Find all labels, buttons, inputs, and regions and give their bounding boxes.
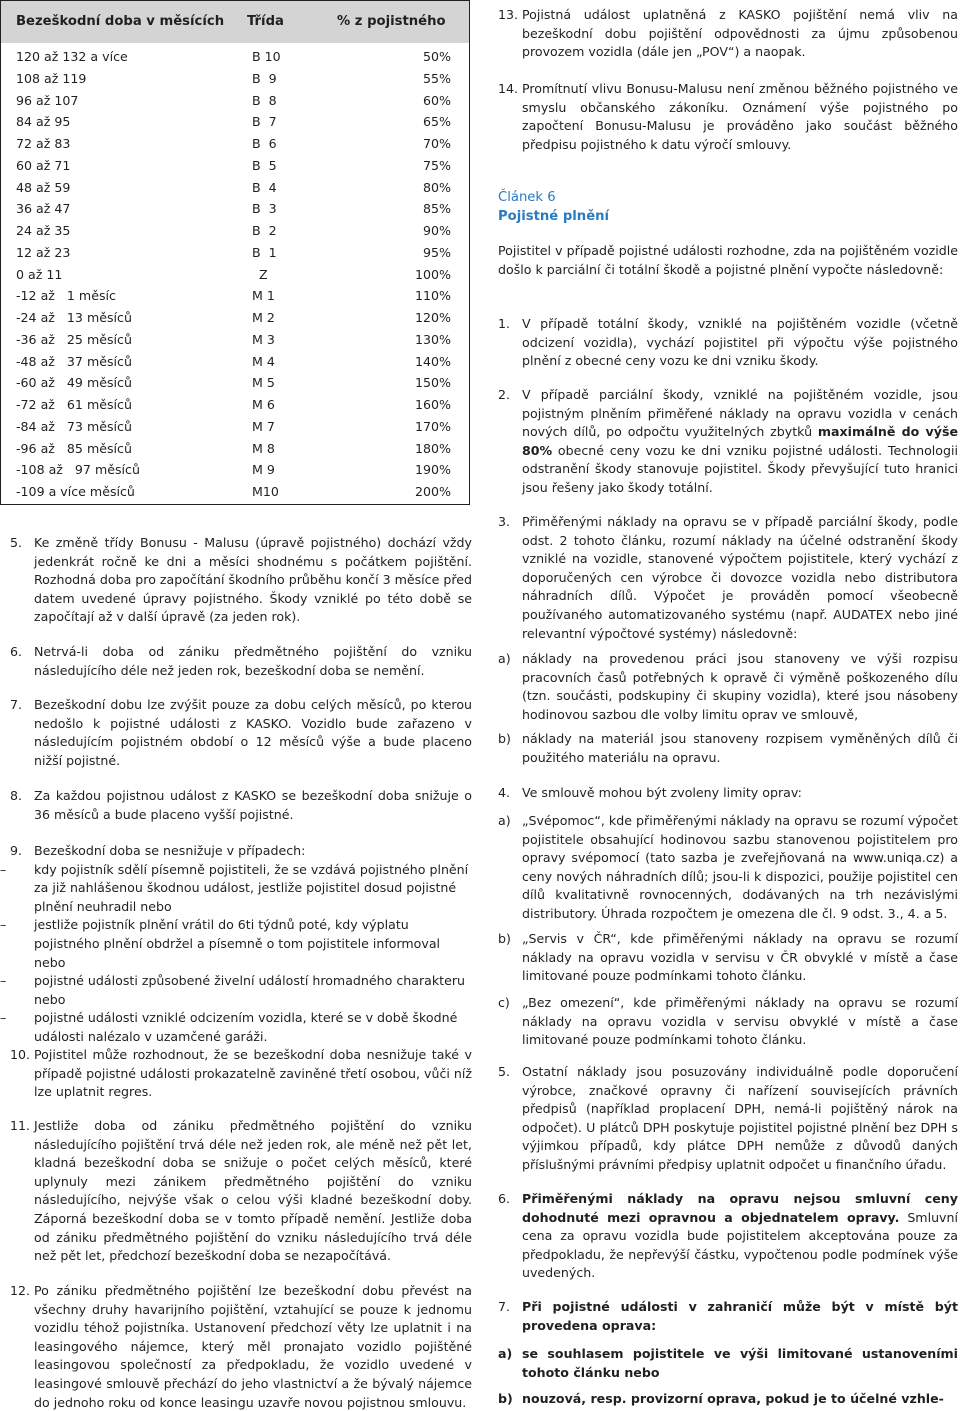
table-row	[1, 133, 469, 155]
paragraph-number: 8.	[10, 788, 23, 803]
cell-class: B 5	[252, 157, 277, 173]
dash-bullet: –	[0, 973, 7, 989]
cell-class: B 1	[252, 244, 277, 260]
paragraph-number: 6.	[10, 644, 23, 659]
paragraph-11	[10, 1117, 472, 1266]
cell-period: -84 až 73 měsíců	[16, 418, 132, 434]
cell-period: -96 až 85 měsíců	[16, 440, 132, 456]
item-label: b)	[498, 731, 511, 746]
table-row	[1, 198, 469, 220]
paragraph-number: 14.	[498, 81, 519, 96]
paragraph-text: Přiměřenými náklady na opravu se v případě parciální škody, podle odst. 2 tohoto článku, rozumí náklady na účelné odstranění škody vzniklé na vozidle, stanovené výpočtem pojistitele, který vychází z doporučených cen výrobce či dovozce vozidla nebo distributora náhradních dílů. Výpočet je prováděn pomocí všeobecně používaného automatizovaného systému (např. AUDATEX nebo jiné relevantní výpočtové systémy) následovně:	[522, 514, 958, 641]
cell-percent: 70%	[423, 136, 451, 151]
cell-period: -109 a více měsíců	[16, 484, 135, 499]
item-text: náklady na provedenou práci jsou stanoveny ve výši rozpisu pracovních časů potřebných k opravě či výměně poškozeného dílu (tzn. součásti, podskupiny či skupiny vozidla), které jsou násobeny hodinovou sazbou dle volby limitu oprav ve smlouvě,	[522, 651, 958, 722]
table-row	[1, 46, 469, 68]
table-row	[1, 307, 469, 329]
paragraph-number: 4.	[498, 785, 511, 800]
header-period: Bezeškodní doba v měsících	[16, 14, 225, 29]
list-item	[0, 1009, 472, 1046]
table-row	[1, 111, 469, 133]
cell-period: 0 až 11	[16, 266, 63, 282]
paragraph-text: Jestliže doba od zániku předmětného pojištění do vzniku následujícího pojištění trvá déle než jeden rok, ale méně než pět let, kladná bezeškodní doba se snižuje o počet celých měsíců, které uplynuly mezi zánikem předmětného pojištění do vzniku následujícího, nejvýše však o celou výši kladné bezeškodní doby. Záporná bezeškodní doba se v tomto případě nemění. Jestliže doba od zániku předmětného pojištění do vzniku následujícího trvá déle než pět let, předchozí bezeškodní doba se nezapočítává.	[34, 1118, 472, 1264]
item-text: nouzová, resp. provizorní oprava, pokud je to účelné vzhle-	[522, 1391, 944, 1406]
cell-class: B 9	[252, 70, 277, 86]
dash-bullet: –	[0, 917, 7, 933]
cell-class: B 2	[252, 223, 277, 238]
paragraph-number: 1.	[498, 316, 511, 331]
article-paragraph-4c	[498, 994, 958, 1050]
article-paragraph-7a	[498, 1345, 958, 1382]
cell-class: M 7	[252, 418, 275, 434]
paragraph-text: Ve smlouvě mohou být zvoleny limity oprav:	[522, 785, 802, 800]
paragraph-14	[498, 80, 958, 154]
paragraph-number: 11.	[10, 1118, 31, 1133]
cell-percent: 110%	[414, 288, 451, 304]
cell-percent: 120%	[414, 310, 451, 325]
cell-class: Z	[259, 266, 268, 282]
cell-period: 24 až 35	[16, 223, 71, 238]
table-row	[1, 285, 469, 307]
paragraph-number: 5.	[498, 1064, 511, 1079]
cell-class: M 2	[252, 310, 275, 325]
table-row	[1, 438, 469, 460]
list-item	[0, 916, 472, 972]
paragraph-number: 5.	[10, 535, 23, 550]
article-heading	[498, 188, 609, 226]
cell-period: 12 až 23	[16, 244, 71, 260]
cell-percent: 130%	[414, 331, 451, 347]
item-text: „Bez omezení“, kde přiměřenými náklady na opravu se rozumí náklady na opravu vozidla v servisu obvyklé v místě a čase limitované pouze podmínkami tohoto článku.	[522, 995, 958, 1048]
list-item-text: kdy pojistník sdělí písemně pojistiteli, že se vzdává pojistného plnění za již nahlášenou škodnou událost, jestliže pojistitel dosud pojistné plnění neuhradil nebo	[34, 861, 469, 914]
cell-class: M 8	[252, 440, 275, 456]
cell-class: B 6	[252, 136, 277, 151]
article-paragraph-4	[498, 784, 958, 803]
paragraph-6	[10, 643, 472, 680]
cell-class: M 6	[252, 397, 275, 412]
article-paragraph-4b	[498, 930, 958, 986]
item-label: a)	[498, 1346, 513, 1361]
cell-percent: 100%	[414, 266, 451, 282]
header-class: Třída	[247, 14, 284, 29]
article-paragraph-3a	[498, 650, 958, 724]
table-row	[1, 177, 469, 199]
paragraph-text: Ke změně třídy Bonusu - Malusu (úpravě pojistného) dochází vždy jedenkrát ročně ke dni a měsíci shodnému s počátkem pojištění. Rozhodná doba pro započítání škodního průběhu končí 3 měsíce před datem uvedené úpravy pojistného. Škody vzniklé po této době se započítají až v další úpravě (za jeden rok).	[34, 535, 472, 625]
table-row	[1, 351, 469, 373]
paragraph-text: Pojistná událost uplatněná z KASKO pojištění nemá vliv na bezeškodní dobu pojištění odpovědnosti za újmu způsobenou provozem vozidla (dále jen „POV“) a naopak.	[522, 7, 958, 60]
article-paragraph-2	[498, 386, 958, 498]
item-text: náklady na materiál jsou stanoveny rozpisem vyměněných dílů či použitého materiálu na opravu.	[522, 731, 958, 765]
article-paragraph-4a	[498, 812, 958, 924]
item-label: b)	[498, 931, 511, 946]
cell-period: 72 až 83	[16, 136, 71, 151]
article-paragraph-3	[498, 513, 958, 643]
list-item-text: jestliže pojistník plnění vrátil do 6ti týdnů poté, kdy výplatu pojistného plnění obdržel a písemně o tom pojistitele informoval nebo	[34, 917, 441, 970]
paragraph-text	[498, 386, 958, 498]
cell-period: 84 až 95	[16, 114, 71, 130]
text-segment: Smluvní cena za opravu vozidla bude pojistitelem akceptována pouze za předpokladu, že nepřevýší částku, vypočtenou podle podmínek výše uvedených.	[522, 1209, 958, 1281]
item-label: a)	[498, 813, 511, 828]
paragraph-number: 10.	[10, 1047, 31, 1062]
cell-percent: 180%	[414, 440, 451, 456]
paragraph-text: Promítnutí vlivu Bonusu-Malusu není změnou běžného pojistného ve smyslu občanského zákoníku. Oznámení výše pojistného po započtení Bonusu-Malusu je prováděno jako součást běžného předpisu pojistného k datu výročí smlouvy.	[522, 81, 958, 152]
cell-percent: 75%	[423, 157, 451, 173]
cell-class: M 5	[252, 375, 275, 391]
paragraph-number: 7.	[10, 697, 23, 712]
cell-period: 36 až 47	[16, 201, 71, 217]
header-percent: % z pojistného	[337, 14, 446, 29]
article-intro: Pojistitel v případě pojistné události rozhodne, zda na pojištěném vozidle došlo k parciální či totální škodě a pojistné plnění vypočte následovně:	[498, 243, 958, 277]
bold-text: Přiměřenými náklady na opravu nejsou smluvní ceny dohodnuté mezi opravnou a objednatelem opravy.	[522, 1191, 958, 1225]
cell-period: -60 až 49 měsíců	[16, 375, 132, 391]
text-segment: V případě parciální škody, vzniklé na pojištěném vozidle, jsou pojistným plněním přiměřené náklady na opravu vozidla v cenách nových dílů, po odpočtu využitelných zbytků	[522, 387, 958, 440]
table-row	[1, 481, 469, 503]
dash-bullet: –	[0, 861, 7, 877]
paragraph-text: Netrvá-li doba od zániku předmětného pojištění do vzniku následujícího déle než jeden rok, bezeškodní doba se nemění.	[34, 644, 472, 678]
paragraph-text: Za každou pojistnou událost z KASKO se bezeškodní doba snižuje o 36 měsíců a bude placeno vyšší pojistné.	[34, 788, 472, 822]
paragraph-text	[498, 1190, 958, 1283]
cell-percent: 150%	[414, 375, 451, 391]
table-row	[1, 242, 469, 264]
paragraph-10	[10, 1046, 472, 1102]
cell-period: 108 až 119	[16, 70, 87, 86]
table-row	[1, 90, 469, 112]
cell-period: -36 až 25 měsíců	[16, 331, 132, 347]
paragraph-13	[498, 6, 958, 62]
list-item	[0, 972, 472, 1009]
article-paragraph-1	[498, 315, 958, 371]
cell-period: -108 až 97 měsíců	[16, 462, 140, 478]
cell-percent: 55%	[423, 70, 451, 86]
paragraph-number: 2.	[498, 387, 511, 402]
item-label: c)	[498, 995, 510, 1010]
cell-class: B 4	[252, 179, 277, 195]
article-title: Pojistné plnění	[498, 209, 610, 224]
table-row	[1, 416, 469, 438]
cell-period: -12 až 1 měsíc	[16, 288, 116, 304]
article-paragraph-7	[498, 1298, 958, 1335]
paragraph-text: Pojistitel může rozhodnout, že se bezeškodní doba nesnižuje také v případě pojistné události prokazatelně zaviněné třetí osobou, vůči níž lze uplatnit regres.	[34, 1047, 472, 1100]
cell-percent: 200%	[414, 484, 451, 499]
item-text: se souhlasem pojistitele ve výši limitované ustanoveními tohoto článku nebo	[522, 1346, 958, 1380]
cell-period: 120 až 132 a více	[16, 49, 128, 64]
cell-class: B 3	[252, 201, 277, 217]
item-text: „Servis v ČR“, kde přiměřenými náklady na opravu se rozumí náklady na opravu vozidla v servisu v ČR obvyklé v místě a čase limitované pouze podmínkami tohoto článku.	[522, 931, 958, 984]
cell-class: M 1	[252, 288, 275, 304]
table-header	[1, 1, 469, 43]
cell-period: 96 až 107	[16, 92, 79, 108]
cell-percent: 190%	[414, 462, 451, 478]
cell-percent: 80%	[423, 179, 451, 195]
table-row	[1, 264, 469, 286]
paragraph-text: Po zániku předmětného pojištění lze bezeškodní dobu převést na všechny druhy havarijního pojištění, vztahující se pouze k jednomu vozidlu téhož pojistníka. Ustanovení předchozí věty lze uplatnit i na leasingového nájemce, který měl pronajato vozidlo pojištěné leasingovou společností za předpokladu, že vozidlo uvedené v leasingové smlouvě přechází do jeho vlastnictví a že bývalý nájemce do jednoho roku od konce leasingu uzavře novou pojistnou smlouvu.	[34, 1283, 472, 1410]
cell-percent: 95%	[423, 244, 451, 260]
cell-period: -24 až 13 měsíců	[16, 310, 132, 325]
bold-text: maximálně do výše 80%	[522, 424, 958, 458]
item-label: a)	[498, 651, 511, 666]
item-text: „Svépomoc“, kde přiměřenými náklady na opravu se rozumí výpočet pojistitele obsahující hodinovou sazbu stanovenou pojistitelem pro opravy svépomocí (tato sazba je zveřejňovaná na www.uniqa.cz) a ceny nových náhradních dílů; jsou-li k dispozici, použije pojistitel cen dílů kvalitativně rovnocenných, dodávaných na trh nezávislými distributory. Úhrada rozpočtem je omezena dle čl. 9 odst. 3., 4. a 5.	[522, 813, 958, 921]
cell-percent: 160%	[414, 397, 451, 412]
cell-period: -48 až 37 měsíců	[16, 353, 132, 369]
list-item-text: pojistné události vzniklé odcizením vozidla, které se v době škodné události nalézalo v uzamčené garáži.	[34, 1010, 458, 1044]
table-row	[1, 394, 469, 416]
paragraph-text: Bezeškodní doba se nesnižuje v případech:	[34, 843, 306, 858]
paragraph-8	[10, 787, 472, 824]
cell-percent: 50%	[423, 49, 451, 64]
paragraph-text: V případě totální škody, vzniklé na pojištěném vozidle (včetně odcizení vozidla), vychází pojistitel při výpočtu výše pojistného plnění z obecné ceny vozu ke dni vzniku škody.	[522, 316, 958, 369]
cell-class: M 9	[252, 462, 275, 478]
cell-percent: 65%	[423, 114, 451, 130]
paragraph-12	[10, 1282, 472, 1411]
cell-percent: 60%	[423, 92, 451, 108]
cell-percent: 90%	[423, 223, 451, 238]
cell-period: -72 až 61 měsíců	[16, 397, 132, 412]
paragraph-number: 12.	[10, 1283, 31, 1298]
cell-period: 60 až 71	[16, 157, 71, 173]
article-paragraph-6	[498, 1190, 958, 1283]
text-segment: obecné ceny vozu ke dni vzniku pojistné události. Technologii odstranění škody stanovuje pojistitel. Škody převyšující tuto hranici jsou řešeny jako škody totální.	[522, 442, 958, 495]
cell-percent: 85%	[423, 201, 451, 217]
cell-class: M 4	[252, 353, 275, 369]
cell-percent: 170%	[414, 418, 451, 434]
cell-class: M10	[252, 484, 279, 499]
article-paragraph-5	[498, 1063, 958, 1175]
article-number: Článek 6	[498, 190, 556, 205]
article-paragraph-7b	[498, 1390, 958, 1409]
table-row	[1, 68, 469, 90]
paragraph-number: 6.	[498, 1191, 511, 1206]
paragraph-number: 7.	[498, 1299, 511, 1314]
paragraph-text: Ostatní náklady jsou posuzovány individuálně podle doporučení výrobce, značkové opravny či nařízení souvisejících právních předpisů (například proplacení DPH, nemá-li pojištěný nárok na odpočet). U plátců DPH poskytuje pojistitel pojistné plnění bez DPH s výjimkou případů, kdy plátce DPH nemůže z důvodů daných příslušnými právními předpisy uplatnit odpočet u finančního úřadu.	[522, 1064, 958, 1172]
cell-class: B 7	[252, 114, 277, 130]
list-item	[0, 861, 472, 917]
dash-bullet: –	[0, 1010, 7, 1026]
paragraph-5	[10, 534, 472, 627]
list-item-text: pojistné události způsobené živelní událostí hromadného charakteru nebo	[34, 973, 465, 1007]
table-row	[1, 459, 469, 481]
paragraph-number: 3.	[498, 514, 511, 529]
paragraph-text: Bezeškodní dobu lze zvýšit pouze za dobu celých měsíců, po kterou nedošlo k pojistné události z KASKO. Vozidlo bude zařazeno v následujícím pojistném období o 12 měsíců výše a bude placeno nižší pojistné.	[34, 697, 472, 768]
item-label: b)	[498, 1391, 513, 1406]
bonus-malus-table	[0, 0, 470, 505]
cell-class: M 3	[252, 331, 275, 347]
paragraph-9	[0, 842, 472, 1047]
table-row	[1, 372, 469, 394]
table-row	[1, 329, 469, 351]
paragraph-7	[10, 696, 472, 770]
cell-percent: 140%	[414, 353, 451, 369]
cell-period: 48 až 59	[16, 179, 71, 195]
cell-class: B 8	[252, 92, 277, 108]
paragraph-number: 9.	[10, 843, 23, 858]
paragraph-text: Při pojistné události v zahraničí může být v místě být provedena oprava:	[522, 1299, 958, 1333]
paragraph-number: 13.	[498, 7, 519, 22]
table-row	[1, 220, 469, 242]
table-row	[1, 155, 469, 177]
cell-class: B 10	[252, 49, 281, 64]
article-paragraph-3b	[498, 730, 958, 767]
table-body	[1, 46, 469, 503]
exception-list	[0, 861, 472, 1047]
